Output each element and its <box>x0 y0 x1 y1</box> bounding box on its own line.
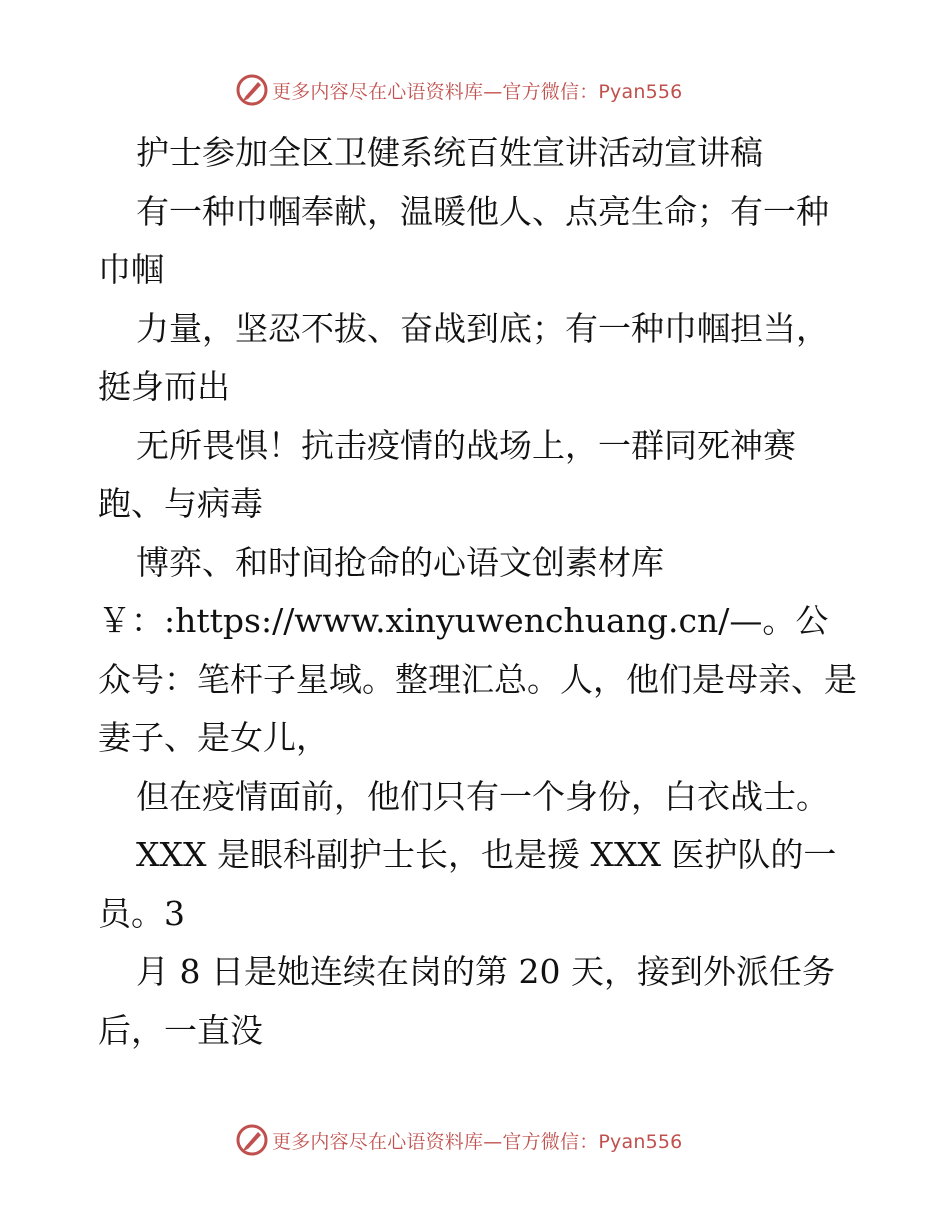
paragraph: 但在疫情面前，他们只有一个身份，白衣战士。 <box>136 776 829 816</box>
watermark-footer <box>236 1123 736 1157</box>
paragraph: 月 8 日是她连续在岗的第 20 天，接到外派任务后，一直没 <box>98 952 835 1050</box>
watermark-header <box>236 73 736 107</box>
watermark-text: 更多内容尽在心语资料库—官方微信：Pyan556 <box>272 1130 683 1153</box>
quill-seal-icon <box>236 74 268 106</box>
paragraph: XXX 是眼科副护士长，也是援 XXX 医护队的一员。3 <box>98 835 837 933</box>
paragraph: 有一种巾帼奉献，温暖他人、点亮生命；有一种巾帼 <box>98 191 829 289</box>
document-title: 护士参加全区卫健系统百姓宣讲活动宣讲稿 <box>136 133 763 172</box>
quill-seal-icon <box>236 1124 268 1156</box>
paragraph-url: ￥：:https://www.xinyuwenchuang.cn/—。公众号：笔杆子星域。整理汇总。人，他们是母亲、是妻子、是女儿， <box>98 601 857 757</box>
paragraph: 博弈、和时间抢命的心语文创素材库 <box>136 542 664 582</box>
document-body <box>98 124 858 1060</box>
paragraph: 力量，坚忍不拔、奋战到底；有一种巾帼担当，挺身而出 <box>98 308 829 406</box>
watermark-text: 更多内容尽在心语资料库—官方微信：Pyan556 <box>272 80 683 103</box>
paragraph: 无所畏惧！抗击疫情的战场上，一群同死神赛跑、与病毒 <box>98 425 796 523</box>
